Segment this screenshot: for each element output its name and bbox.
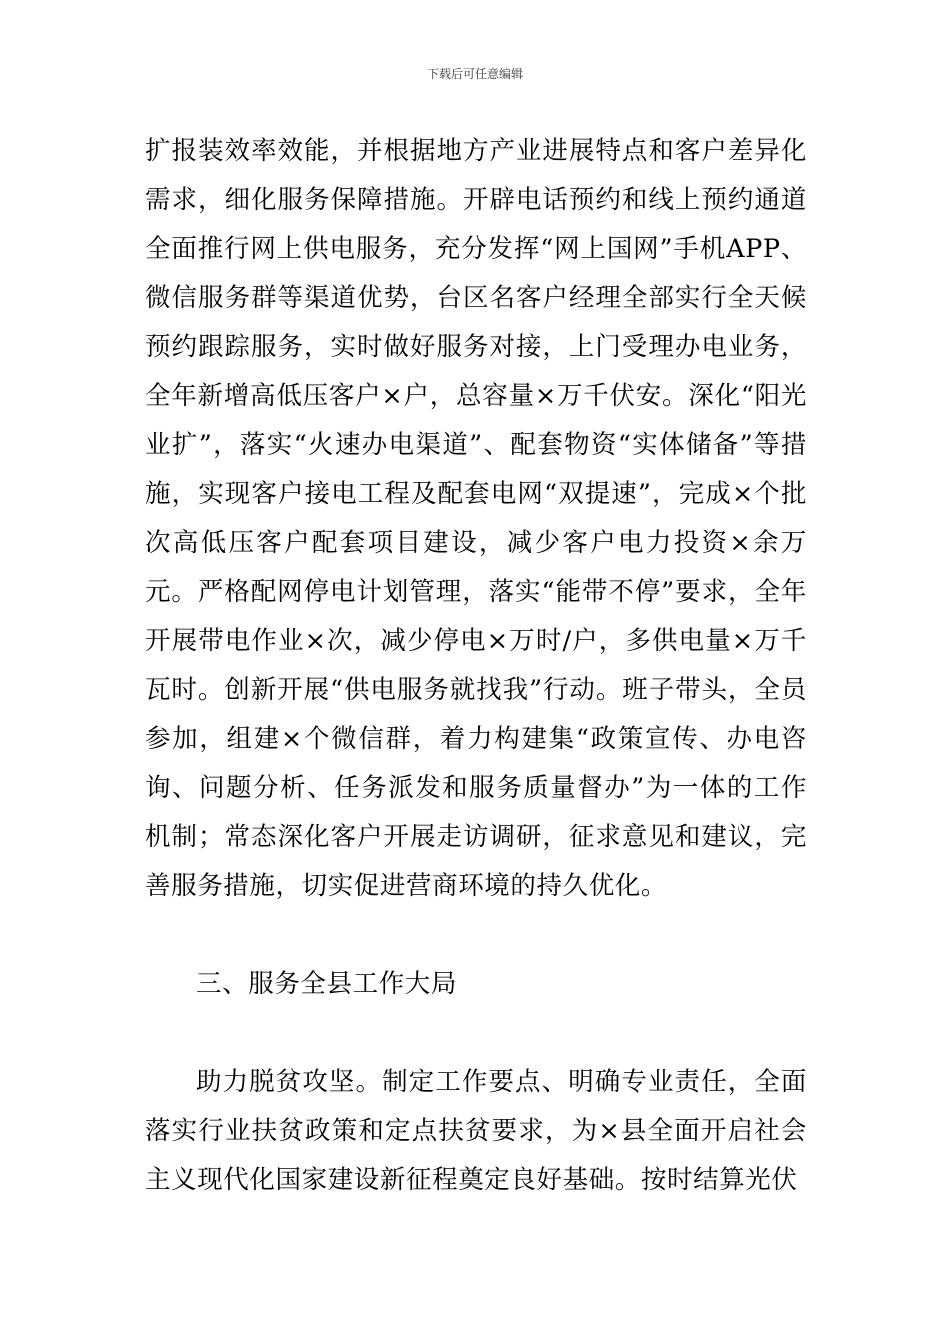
page-header: 下载后可任意编辑 [426,67,523,81]
body-paragraph: 助力脱贫攻坚。制定工作要点、明确专业责任，全面落实行业扶贫政策和定点扶贫要求，为×县全面开启社会主义现代化国家建设新征程奠定良好基础。按时结算光伏 [145,1067,807,1195]
section-heading: 三、服务全县工作大局 [196,969,458,999]
document-body [145,127,807,1205]
body-paragraph: 扩报装效率效能，并根据地方产业进展特点和客户差异化需求，细化服务保障措施。开辟电话预约和线上预约通道全面推行网上供电服务，充分发挥“网上国网”手机APP、微信服务群等渠道优势，台区名客户经理全部实行全天候预约跟踪服务，实时做好服务对接，上门受理办电业务，全年新增高低压客户×户，总容量×万千伏安。深化“阳光业扩”，落实“火速办电渠道”、配套物资“实体储备”等措施，实现客户接电工程及配套电网“双提速”，完成×个批次高低压客户配套项目建设，减少客户电力投资×余万元。严格配网停电计划管理，落实“能带不停”要求，全年开展带电作业×次，减少停电×万时/户，多供电量×万千瓦时。创新开展“供电服务就找我”行动。班子带头，全员参加，组建×个微信群，着力构建集“政策宣传、办电咨询、问题分析、任务派发和服务质量督办”为一体的工作机制；常态深化客户开展走访调研，征求意见和建议，完善服务措施，切实促进营商环境的持久优化。 [145,136,807,901]
